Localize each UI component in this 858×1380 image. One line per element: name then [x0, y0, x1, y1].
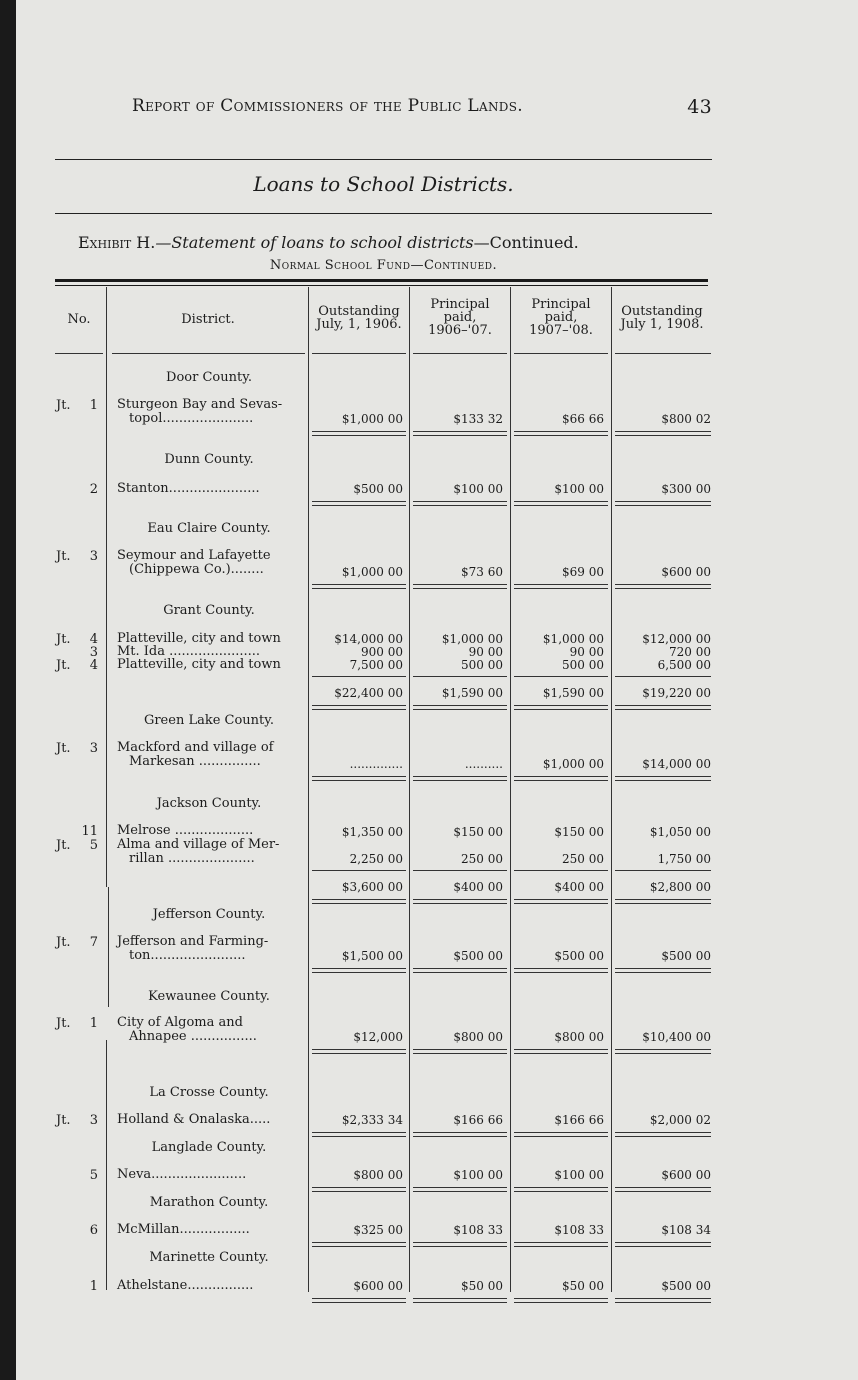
amount-cell: .............. — [349, 757, 403, 771]
double-rule — [312, 584, 406, 589]
double-rule — [615, 584, 711, 589]
total-cell: $2,800 00 — [649, 880, 711, 894]
county-heading: Grant County. — [163, 603, 255, 618]
amount-cell: $1,000 00 — [542, 757, 604, 771]
amount-cell: 500 00 — [461, 658, 503, 672]
amount-cell: $166 66 — [554, 1113, 604, 1127]
double-rule — [312, 899, 406, 904]
amount-cell: $1,500 00 — [341, 949, 403, 963]
double-rule — [413, 776, 507, 781]
total-cell: $22,400 00 — [334, 686, 403, 700]
district-name — [117, 482, 307, 496]
district-line: Holland & Onalaska..... — [117, 1112, 271, 1127]
county-heading: Langlade County. — [151, 1140, 267, 1155]
column-header-paid-1907-08: Principal paid, 1907–'08. — [529, 297, 593, 338]
double-rule — [615, 501, 711, 506]
double-rule — [615, 705, 711, 710]
double-rule — [413, 431, 507, 436]
fund-heading: Normal School Fund—Continued. — [269, 258, 498, 273]
district-line: City of Algoma and — [117, 1015, 243, 1030]
exhibit-continued: —Continued. — [473, 233, 579, 252]
district-number: 11 — [81, 824, 98, 839]
district-number: 3 — [89, 1113, 98, 1128]
amount-cell: $12,000 — [353, 1030, 403, 1044]
double-rule — [514, 968, 608, 973]
double-rule — [413, 899, 507, 904]
amount-cell: $500 00 — [661, 1279, 711, 1293]
joint-marker: Jt. — [56, 935, 71, 950]
amount-cell: $69 00 — [562, 565, 604, 579]
amount-cell: 2,250 00 — [349, 852, 403, 866]
joint-marker: Jt. — [56, 632, 71, 647]
amount-cell: $800 00 — [453, 1030, 503, 1044]
amount-cell: $1,000 00 — [441, 632, 503, 646]
amount-cell: 900 00 — [361, 645, 403, 659]
district-line: (Chippewa Co.)........ — [129, 562, 264, 577]
county-heading: Marinette County. — [149, 1250, 269, 1265]
district-number: 1 — [89, 1279, 98, 1294]
district-line: Athelstane................ — [117, 1278, 254, 1293]
amount-cell: $1,000 00 — [542, 632, 604, 646]
double-rule — [312, 1187, 406, 1192]
header-separator — [514, 353, 608, 354]
district-number: 6 — [89, 1223, 98, 1238]
district-name — [117, 1168, 307, 1182]
amount-cell: 250 00 — [461, 852, 503, 866]
double-rule — [312, 1049, 406, 1054]
district-line: Ahnapee ................ — [129, 1029, 257, 1044]
district-number: 7 — [89, 935, 98, 950]
total-rule — [615, 676, 711, 677]
district-number: 3 — [89, 549, 98, 564]
total-cell: $1,590 00 — [441, 686, 503, 700]
county-heading: Door County. — [166, 370, 252, 385]
total-rule — [413, 870, 507, 871]
county-heading: Eau Claire County. — [147, 521, 271, 536]
double-rule — [312, 501, 406, 506]
county-heading: Jefferson County. — [152, 907, 266, 922]
column-divider — [510, 287, 511, 1292]
district-line: Sturgeon Bay and Sevas- — [117, 397, 283, 412]
amount-cell: $600 00 — [661, 1168, 711, 1182]
double-rule — [312, 776, 406, 781]
amount-cell: $100 00 — [554, 482, 604, 496]
district-number: 3 — [89, 645, 98, 660]
total-cell: $19,220 00 — [642, 686, 711, 700]
double-rule — [615, 431, 711, 436]
amount-cell: $108 33 — [453, 1223, 503, 1237]
amount-cell: $300 00 — [661, 482, 711, 496]
total-cell: $3,600 00 — [341, 880, 403, 894]
amount-cell: $133 32 — [453, 412, 503, 426]
amount-cell: $500 00 — [661, 949, 711, 963]
amount-cell: $800 00 — [353, 1168, 403, 1182]
section-title: Loans to School Districts. — [253, 172, 514, 196]
amount-cell: $800 00 — [554, 1030, 604, 1044]
district-name — [117, 824, 307, 838]
running-header — [132, 96, 712, 116]
double-rule — [514, 705, 608, 710]
joint-marker: Jt. — [56, 741, 71, 756]
joint-marker: Jt. — [56, 658, 71, 673]
column-header-district: District. — [181, 312, 235, 327]
double-rule — [413, 1132, 507, 1137]
amount-cell: 90 00 — [468, 645, 503, 659]
double-rule — [514, 1242, 608, 1247]
district-line: Neva....................... — [117, 1167, 247, 1182]
amount-cell: $14,000 00 — [334, 632, 403, 646]
total-rule — [615, 870, 711, 871]
double-rule — [413, 501, 507, 506]
amount-cell: 720 00 — [669, 645, 711, 659]
double-rule — [413, 1298, 507, 1303]
amount-cell: $150 00 — [554, 825, 604, 839]
district-line: Jefferson and Farming- — [117, 934, 269, 949]
amount-cell: .......... — [464, 757, 503, 771]
district-line: rillan ..................... — [129, 851, 255, 866]
total-cell: $1,590 00 — [542, 686, 604, 700]
double-rule — [615, 1298, 711, 1303]
column-divider — [106, 287, 107, 887]
amount-cell: $2,333 34 — [341, 1113, 403, 1127]
district-name — [117, 1279, 307, 1293]
district-line: Seymour and Lafayette — [117, 548, 271, 563]
district-line: Markesan ............... — [129, 754, 261, 769]
total-rule — [413, 676, 507, 677]
column-divider — [409, 287, 410, 1292]
double-rule — [312, 1242, 406, 1247]
double-rule — [615, 899, 711, 904]
amount-cell: 1,750 00 — [657, 852, 711, 866]
column-header-outstanding-1906: Outstanding July, 1, 1906. — [316, 304, 402, 332]
county-heading: Jackson County. — [156, 796, 262, 811]
total-rule — [312, 676, 406, 677]
amount-cell: $166 66 — [453, 1113, 503, 1127]
district-line: ton....................... — [129, 948, 246, 963]
column-header-no: No. — [67, 312, 91, 327]
amount-cell: $2,000 02 — [649, 1113, 711, 1127]
amount-cell: $108 34 — [661, 1223, 711, 1237]
district-line: Alma and village of Mer- — [117, 837, 280, 852]
page-number: 43 — [687, 96, 712, 118]
district-name — [117, 741, 307, 769]
header-separator — [615, 353, 711, 354]
column-divider — [106, 1040, 107, 1290]
double-rule — [413, 968, 507, 973]
double-rule — [514, 899, 608, 904]
double-rule — [514, 1049, 608, 1054]
amount-cell: $325 00 — [353, 1223, 403, 1237]
double-rule — [514, 501, 608, 506]
double-rule — [413, 1049, 507, 1054]
double-rule — [615, 968, 711, 973]
district-number: 5 — [89, 1168, 98, 1183]
county-heading: La Crosse County. — [149, 1085, 269, 1100]
double-rule — [615, 1132, 711, 1137]
district-line: Platteville, city and town — [117, 631, 281, 646]
amount-cell: $500 00 — [453, 949, 503, 963]
amount-cell: $100 00 — [453, 1168, 503, 1182]
double-rule — [514, 1132, 608, 1137]
amount-cell: $1,050 00 — [649, 825, 711, 839]
district-name — [117, 1113, 307, 1127]
joint-marker: Jt. — [56, 1016, 71, 1031]
double-rule — [615, 1049, 711, 1054]
amount-cell: $73 60 — [461, 565, 503, 579]
section-rule — [55, 213, 712, 214]
amount-cell: $10,400 00 — [642, 1030, 711, 1044]
amount-cell: $50 00 — [461, 1279, 503, 1293]
district-line: Platteville, city and town — [117, 657, 281, 672]
district-line: McMillan................. — [117, 1222, 250, 1237]
amount-cell: $14,000 00 — [642, 757, 711, 771]
double-rule — [413, 705, 507, 710]
double-rule — [312, 1298, 406, 1303]
county-heading: Dunn County. — [164, 452, 254, 467]
amount-cell: $150 00 — [453, 825, 503, 839]
district-line: Melrose ................... — [117, 823, 254, 838]
district-number: 4 — [89, 658, 98, 673]
double-rule — [615, 1187, 711, 1192]
table-top-rule — [55, 279, 708, 282]
amount-cell: $100 00 — [554, 1168, 604, 1182]
total-rule — [312, 870, 406, 871]
county-heading: Green Lake County. — [143, 713, 275, 728]
district-name — [117, 1016, 307, 1044]
double-rule — [514, 431, 608, 436]
amount-cell: $1,350 00 — [341, 825, 403, 839]
amount-cell: 90 00 — [569, 645, 604, 659]
district-name — [117, 838, 307, 866]
double-rule — [312, 1132, 406, 1137]
district-number: 2 — [89, 482, 98, 497]
district-line: topol...................... — [129, 411, 254, 426]
column-divider — [108, 887, 109, 1007]
top-rule — [55, 159, 712, 160]
table-top-thin-rule — [55, 285, 708, 286]
district-number: 3 — [89, 741, 98, 756]
amount-cell: $66 66 — [562, 412, 604, 426]
running-title: Report of Commissioners of the Public Lands. — [132, 96, 523, 116]
amount-cell: $1,000 00 — [341, 412, 403, 426]
amount-cell: 500 00 — [562, 658, 604, 672]
double-rule — [413, 1242, 507, 1247]
district-name — [117, 549, 307, 577]
joint-marker: Jt. — [56, 838, 71, 853]
double-rule — [615, 1242, 711, 1247]
double-rule — [615, 776, 711, 781]
joint-marker: Jt. — [56, 1113, 71, 1128]
district-line: Stanton...................... — [117, 481, 260, 496]
amount-cell: $100 00 — [453, 482, 503, 496]
header-separator — [312, 353, 406, 354]
total-rule — [514, 676, 608, 677]
amount-cell: $108 33 — [554, 1223, 604, 1237]
total-rule — [514, 870, 608, 871]
binding-edge — [0, 0, 16, 1380]
double-rule — [514, 1298, 608, 1303]
exhibit-heading — [78, 233, 579, 252]
district-name — [117, 1223, 307, 1237]
amount-cell: $600 00 — [661, 565, 711, 579]
total-cell: $400 00 — [554, 880, 604, 894]
amount-cell: 250 00 — [562, 852, 604, 866]
amount-cell: $500 00 — [554, 949, 604, 963]
header-separator — [112, 353, 305, 354]
district-line: Mt. Ida ...................... — [117, 644, 261, 659]
district-name — [117, 658, 307, 672]
double-rule — [413, 1187, 507, 1192]
double-rule — [312, 705, 406, 710]
header-separator — [55, 353, 103, 354]
column-divider — [308, 287, 309, 1292]
district-number: 5 — [89, 838, 98, 853]
column-divider — [611, 287, 612, 1292]
district-number: 1 — [89, 398, 98, 413]
double-rule — [413, 584, 507, 589]
exhibit-statement: —Statement of loans to school districts — [155, 233, 474, 252]
double-rule — [514, 584, 608, 589]
district-number: 4 — [89, 632, 98, 647]
amount-cell: 7,500 00 — [349, 658, 403, 672]
amount-cell: $500 00 — [353, 482, 403, 496]
district-number: 1 — [89, 1016, 98, 1031]
double-rule — [514, 776, 608, 781]
county-heading: Marathon County. — [149, 1195, 269, 1210]
column-header-outstanding-1908: Outstanding July 1, 1908. — [620, 304, 704, 332]
amount-cell: $12,000 00 — [642, 632, 711, 646]
amount-cell: $50 00 — [562, 1279, 604, 1293]
county-heading: Kewaunee County. — [148, 989, 270, 1004]
district-name — [117, 935, 307, 963]
district-line: Mackford and village of — [117, 740, 274, 755]
double-rule — [312, 968, 406, 973]
district-name — [117, 398, 307, 426]
double-rule — [514, 1187, 608, 1192]
header-separator — [413, 353, 507, 354]
exhibit-label: Exhibit H. — [78, 233, 156, 252]
amount-cell: 6,500 00 — [657, 658, 711, 672]
double-rule — [312, 431, 406, 436]
amount-cell: $600 00 — [353, 1279, 403, 1293]
column-header-paid-1906-07: Principal paid, 1906–'07. — [428, 297, 492, 338]
amount-cell: $1,000 00 — [341, 565, 403, 579]
joint-marker: Jt. — [56, 549, 71, 564]
total-cell: $400 00 — [453, 880, 503, 894]
amount-cell: $800 02 — [661, 412, 711, 426]
joint-marker: Jt. — [56, 398, 71, 413]
